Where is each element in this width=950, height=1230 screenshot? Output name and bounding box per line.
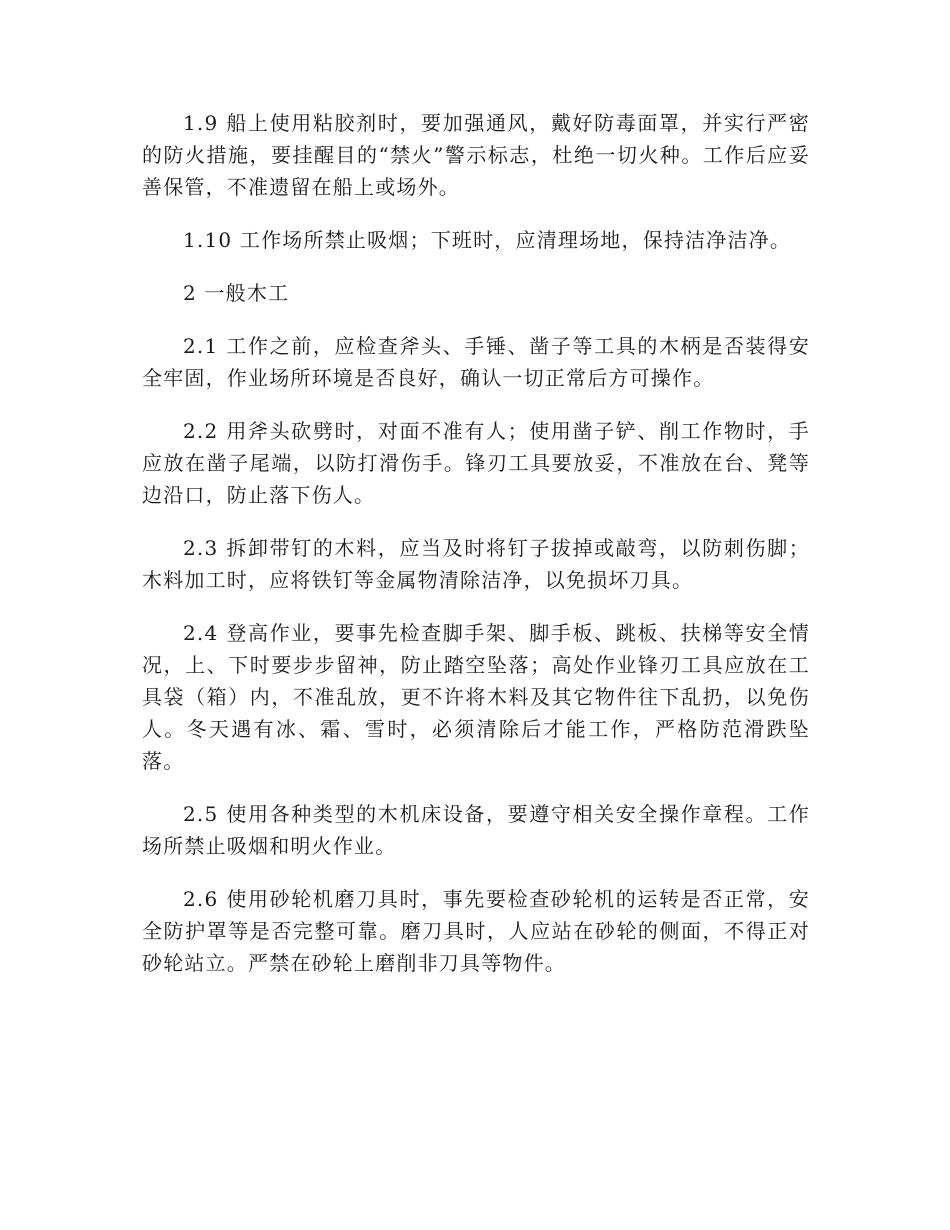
paragraph-1-9: 1.9 船上使用粘胶剂时，要加强通风，戴好防毒面罩，并实行严密的防火措施，要挂醒目的“禁火”警示标志，杜绝一切火种。工作后应妥善保管，不准遗留在船上或场外。 [142, 111, 810, 199]
paragraph-2-6: 2.6 使用砂轮机磨刀具时，事先要检查砂轮机的运转是否正常，安全防护罩等是否完整可靠。磨刀具时，人应站在砂轮的侧面，不得正对砂轮站立。严禁在砂轮上磨削非刀具等物件。 [142, 887, 810, 975]
paragraph-1-10: 1.10 工作场所禁止吸烟；下班时，应清理场地，保持洁净洁净。 [183, 228, 792, 252]
document-page [142, 107, 810, 1000]
paragraph-2-2: 2.2 用斧头砍劈时，对面不准有人；使用凿子铲、削工作物时，手应放在凿子尾端，以防打滑伤手。锋刃工具要放妥，不准放在台、凳等边沿口，防止落下伤人。 [142, 419, 810, 507]
section-heading-2: 2 一般木工 [183, 281, 290, 305]
paragraph-2-3: 2.3 拆卸带钉的木料，应当及时将钉子拔掉或敲弯，以防刺伤脚；木料加工时，应将铁钉等金属物清除洁净，以免损坏刀具。 [142, 536, 810, 592]
paragraph-2-4: 2.4 登高作业，要事先检查脚手架、脚手板、跳板、扶梯等安全情况，上、下时要步步留神，防止踏空坠落；高处作业锋刃工具应放在工具袋（箱）内，不准乱放，更不许将木料及其它物件往下乱扔，以免伤人。冬天遇有冰、霜、雪时，必须清除后才能工作，严格防范滑跌坠落。 [142, 621, 810, 773]
paragraph-2-5: 2.5 使用各种类型的木机床设备，要遵守相关安全操作章程。工作场所禁止吸烟和明火作业。 [142, 802, 810, 858]
paragraph-2-1: 2.1 工作之前，应检查斧头、手锤、凿子等工具的木柄是否装得安全牢固，作业场所环境是否良好，确认一切正常后方可操作。 [142, 334, 810, 390]
